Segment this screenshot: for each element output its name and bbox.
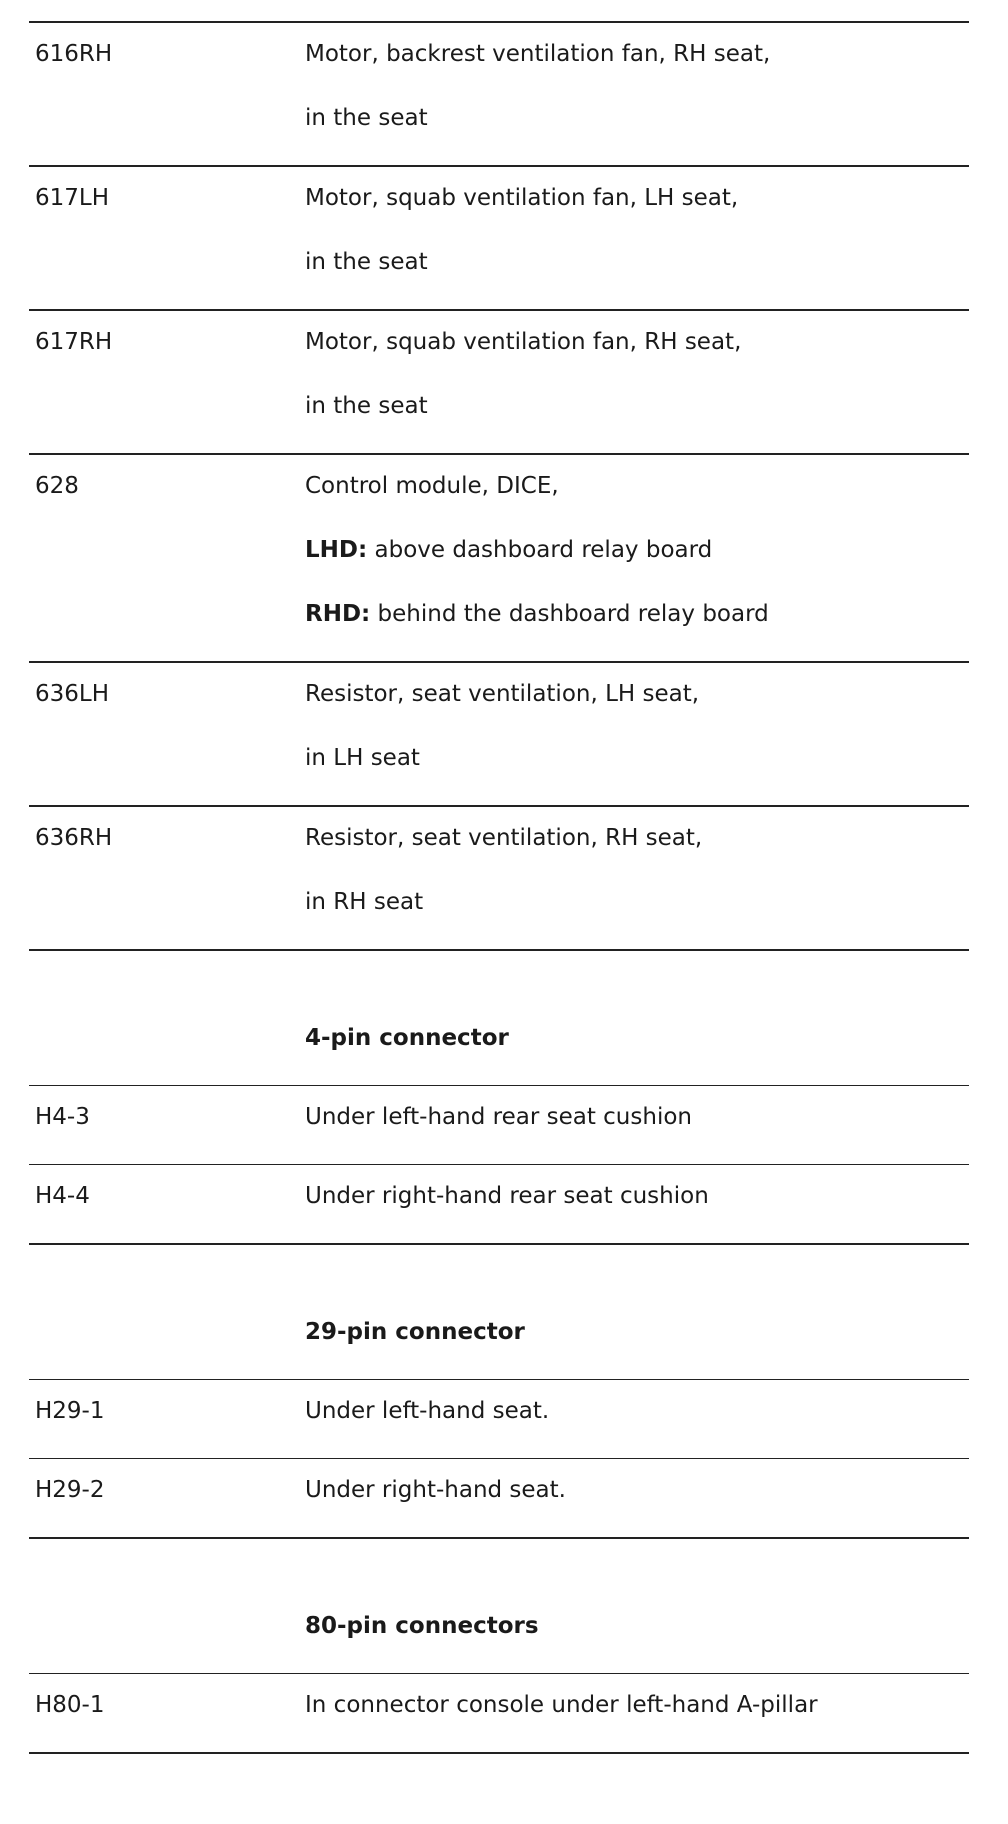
table-bottom-rule — [29, 1752, 969, 1754]
description-line: Motor, backrest ventilation fan, RH seat, — [305, 41, 771, 67]
connector-code: H29-2 — [35, 1477, 105, 1503]
connector-location: In connector console under left-hand A-pillar — [305, 1692, 818, 1718]
description-line: Control module, DICE, — [305, 473, 559, 499]
description-line: Resistor, seat ventilation, RH seat, — [305, 825, 703, 851]
section-heading: 4-pin connector — [305, 1025, 509, 1051]
component-description — [305, 677, 969, 775]
lhd-text: above dashboard relay board — [367, 537, 713, 563]
description-line: Motor, squab ventilation fan, RH seat, — [305, 329, 742, 355]
table-row — [29, 21, 969, 165]
component-description — [305, 325, 969, 423]
connector-location: Under left-hand rear seat cushion — [305, 1104, 692, 1130]
connector-location: Under left-hand seat. — [305, 1398, 550, 1424]
description-line: Motor, squab ventilation fan, LH seat, — [305, 185, 739, 211]
component-description — [305, 37, 969, 135]
lhd-label: LHD: — [305, 537, 368, 563]
connector-location: Under right-hand rear seat cushion — [305, 1183, 709, 1209]
connector-code: H4-3 — [35, 1104, 90, 1130]
connector-location-table — [29, 0, 969, 1754]
component-code: 617LH — [35, 185, 110, 211]
lhd-line — [305, 533, 969, 567]
table-row — [29, 1085, 969, 1164]
rhd-line — [305, 597, 969, 631]
table-row — [29, 805, 969, 949]
component-description — [305, 469, 969, 631]
component-description — [305, 181, 969, 279]
component-code: 636LH — [35, 681, 110, 707]
section-heading-row — [29, 1537, 969, 1673]
description-line: in the seat — [305, 393, 428, 419]
description-line: in RH seat — [305, 889, 424, 915]
section-heading-row — [29, 1243, 969, 1379]
description-line: in the seat — [305, 249, 428, 275]
connector-code: H29-1 — [35, 1398, 105, 1424]
description-line: in the seat — [305, 105, 428, 131]
component-description — [305, 821, 969, 919]
table-row — [29, 309, 969, 453]
rhd-text: behind the dashboard relay board — [370, 601, 769, 627]
section-heading: 29-pin connector — [305, 1319, 525, 1345]
connector-code: H4-4 — [35, 1183, 90, 1209]
table-row — [29, 1379, 969, 1458]
component-code: 628 — [35, 473, 79, 499]
description-line: in LH seat — [305, 745, 420, 771]
section-heading-row — [29, 949, 969, 1085]
table-row — [29, 1164, 969, 1243]
component-code: 617RH — [35, 329, 113, 355]
rhd-label: RHD: — [305, 601, 371, 627]
connector-location: Under right-hand seat. — [305, 1477, 566, 1503]
table-row — [29, 165, 969, 309]
table-row — [29, 1673, 969, 1752]
table-row — [29, 453, 969, 661]
component-code: 636RH — [35, 825, 113, 851]
section-heading: 80-pin connectors — [305, 1613, 539, 1639]
table-row — [29, 1458, 969, 1537]
table-row — [29, 661, 969, 805]
connector-code: H80-1 — [35, 1692, 105, 1718]
description-line: Resistor, seat ventilation, LH seat, — [305, 681, 700, 707]
component-code: 616RH — [35, 41, 113, 67]
